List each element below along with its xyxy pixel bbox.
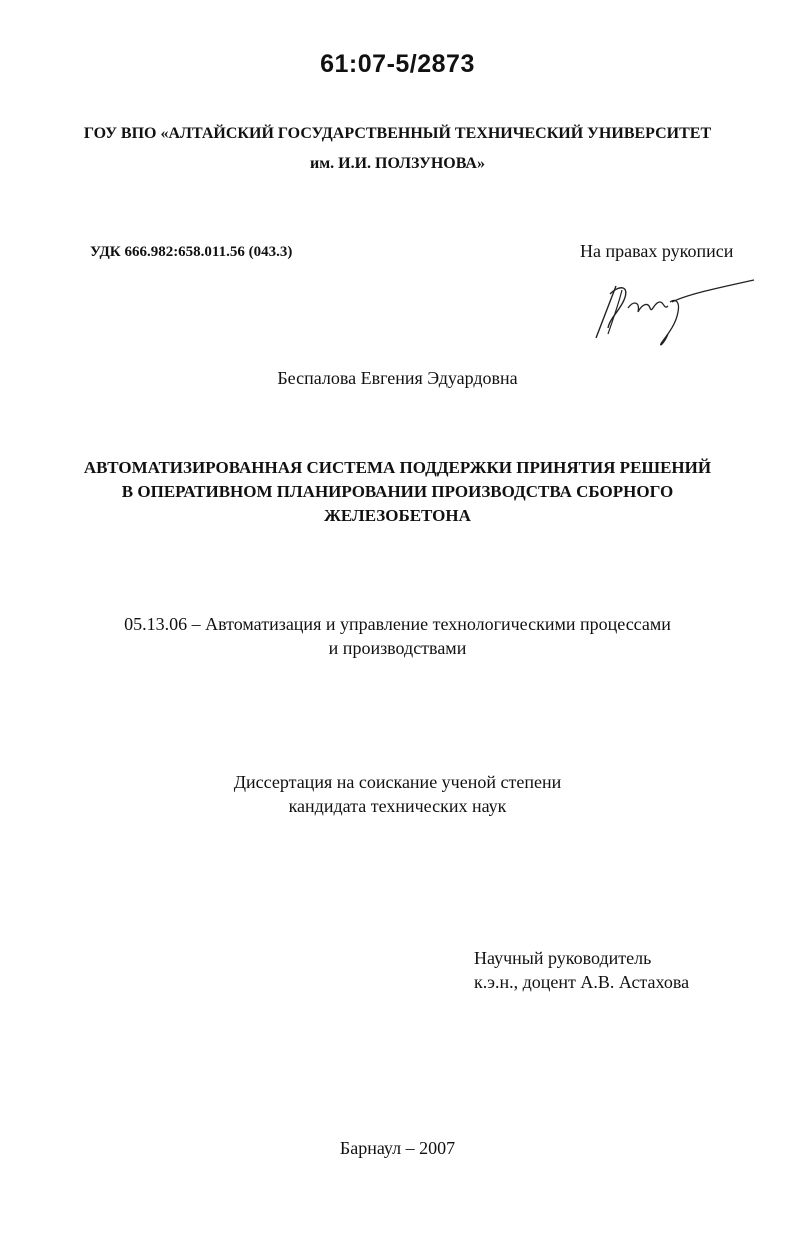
title-line-1: АВТОМАТИЗИРОВАННАЯ СИСТЕМА ПОДДЕРЖКИ ПРИНЯТИЯ РЕШЕНИЙ	[83, 458, 712, 477]
city-year: Барнаул – 2007	[339, 1138, 456, 1158]
author-name: Беспалова Евгения Эдуардовна	[277, 368, 518, 388]
dissertation-title	[0, 456, 795, 528]
organization-line-1: ГОУ ВПО «АЛТАЙСКИЙ ГОСУДАРСТВЕННЫЙ ТЕХНИЧЕСКИЙ УНИВЕРСИТЕТ	[83, 125, 712, 142]
degree-line-2: кандидата технических наук	[288, 796, 507, 816]
supervisor-name: к.э.н., доцент А.В. Астахова	[474, 972, 690, 992]
degree-line-1: Диссертация на соискание ученой степени	[233, 772, 562, 792]
specialty-line-2: и производствами	[328, 638, 467, 658]
title-line-3: ЖЕЛЕЗОБЕТОНА	[324, 506, 471, 525]
organization-line-2: им. И.И. ПОЛЗУНОВА»	[310, 155, 485, 172]
handwritten-signature	[588, 272, 758, 352]
supervisor-label: Научный руководитель	[474, 948, 652, 968]
rights-note: На правах рукописи	[580, 241, 734, 261]
udk-code: УДК 666.982:658.011.56 (043.3)	[90, 244, 293, 260]
supervisor-block	[474, 946, 689, 994]
degree-statement	[0, 770, 795, 818]
specialty-line-1: 05.13.06 – Автоматизация и управление технологическими процессами	[124, 614, 671, 634]
catalog-number: 61:07-5/2873	[320, 50, 475, 78]
specialty	[0, 612, 795, 660]
title-line-2: В ОПЕРАТИВНОМ ПЛАНИРОВАНИИ ПРОИЗВОДСТВА СБОРНОГО	[121, 482, 674, 501]
